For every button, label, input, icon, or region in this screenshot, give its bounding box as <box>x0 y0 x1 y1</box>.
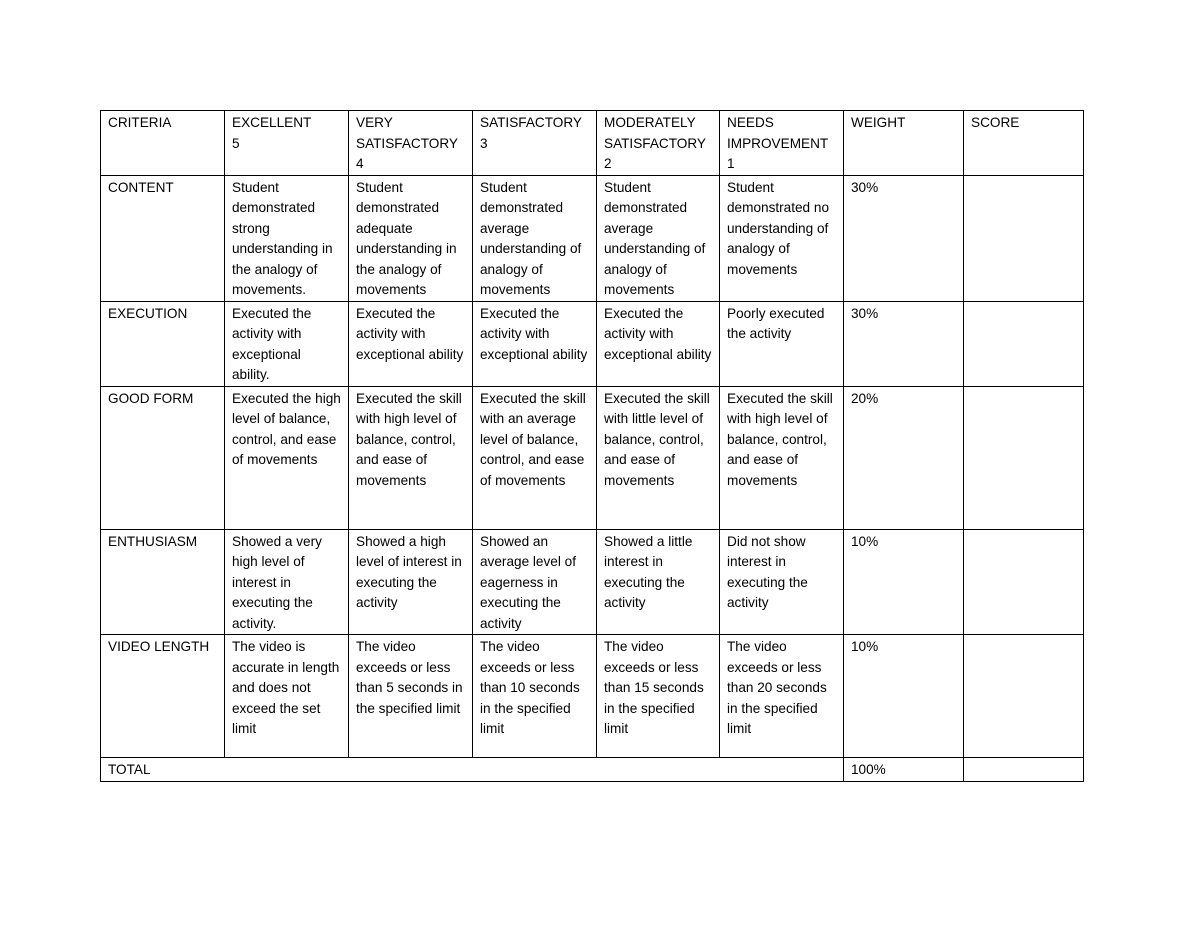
total-score <box>964 758 1084 782</box>
descriptor-cell: Executed the activity with exceptional ability <box>597 301 720 386</box>
header-criteria: CRITERIA <box>101 111 225 176</box>
weight-cell: 10% <box>844 529 964 635</box>
header-level-excellent <box>225 111 349 176</box>
header-level-needs-improvement <box>720 111 844 176</box>
criterion-cell: EXECUTION <box>101 301 225 386</box>
descriptor-cell: Showed a high level of interest in executing the activity <box>349 529 473 635</box>
table-row <box>101 529 1084 635</box>
descriptor-cell: Student demonstrated strong understanding in the analogy of movements. <box>225 175 349 301</box>
descriptor-cell: Student demonstrated average understanding of analogy of movements <box>473 175 597 301</box>
descriptor-cell: Executed the high level of balance, control, and ease of movements <box>225 386 349 529</box>
score-cell <box>964 386 1084 529</box>
descriptor-cell: Student demonstrated average understanding of analogy of movements <box>597 175 720 301</box>
header-weight: WEIGHT <box>844 111 964 176</box>
level-score: 5 <box>232 135 240 151</box>
descriptor-cell: Showed a very high level of interest in executing the activity. <box>225 529 349 635</box>
descriptor-cell: Executed the skill with high level of balance, control, and ease of movements <box>349 386 473 529</box>
header-level-satisfactory <box>473 111 597 176</box>
table-row <box>101 635 1084 758</box>
level-score: 1 <box>727 156 735 171</box>
descriptor-cell: Executed the skill with an average level of balance, control, and ease of movements <box>473 386 597 529</box>
level-score: 3 <box>480 135 488 151</box>
descriptor-cell: Showed an average level of eagerness in executing the activity <box>473 529 597 635</box>
total-weight: 100% <box>844 758 964 782</box>
header-level-moderately-satisfactory <box>597 111 720 176</box>
criterion-cell: CONTENT <box>101 175 225 301</box>
level-label: SATISFACTORY <box>480 115 582 130</box>
criterion-cell: ENTHUSIASM <box>101 529 225 635</box>
level-label: VERY SATISFACTORY <box>356 115 458 151</box>
descriptor-cell: Poorly executed the activity <box>720 301 844 386</box>
header-row <box>101 111 1084 176</box>
level-score: 2 <box>604 156 612 171</box>
descriptor-cell: Did not show interest in executing the activity <box>720 529 844 635</box>
score-cell <box>964 301 1084 386</box>
rubric-table <box>100 110 1084 782</box>
weight-cell: 10% <box>844 635 964 758</box>
score-cell <box>964 635 1084 758</box>
total-label: TOTAL <box>101 758 844 782</box>
descriptor-cell: Executed the skill with high level of balance, control, and ease of movements <box>720 386 844 529</box>
level-label: MODERATELY SATISFACTORY <box>604 115 706 151</box>
criterion-cell: VIDEO LENGTH <box>101 635 225 758</box>
descriptor-cell: Showed a little interest in executing the activity <box>597 529 720 635</box>
score-cell <box>964 529 1084 635</box>
table-row <box>101 301 1084 386</box>
weight-cell: 30% <box>844 301 964 386</box>
descriptor-cell: The video exceeds or less than 15 seconds in the specified limit <box>597 635 720 758</box>
descriptor-cell: Student demonstrated adequate understanding in the analogy of movements <box>349 175 473 301</box>
header-score: SCORE <box>964 111 1084 176</box>
score-cell <box>964 175 1084 301</box>
descriptor-cell: The video exceeds or less than 5 seconds in the specified limit <box>349 635 473 758</box>
level-score: 4 <box>356 156 364 171</box>
criterion-cell: GOOD FORM <box>101 386 225 529</box>
header-level-very-satisfactory <box>349 111 473 176</box>
weight-cell: 30% <box>844 175 964 301</box>
descriptor-cell: The video is accurate in length and does not exceed the set limit <box>225 635 349 758</box>
table-row <box>101 175 1084 301</box>
descriptor-cell: Executed the activity with exceptional ability <box>349 301 473 386</box>
descriptor-cell: The video exceeds or less than 20 seconds in the specified limit <box>720 635 844 758</box>
total-row <box>101 758 1084 782</box>
descriptor-cell: Executed the activity with exceptional ability. <box>225 301 349 386</box>
weight-cell: 20% <box>844 386 964 529</box>
descriptor-cell: The video exceeds or less than 10 seconds in the specified limit <box>473 635 597 758</box>
descriptor-cell: Student demonstrated no understanding of analogy of movements <box>720 175 844 301</box>
descriptor-cell: Executed the activity with exceptional ability <box>473 301 597 386</box>
table-row <box>101 386 1084 529</box>
level-label: EXCELLENT <box>232 115 312 130</box>
level-label: NEEDS IMPROVEMENT <box>727 115 829 151</box>
descriptor-cell: Executed the skill with little level of balance, control, and ease of movements <box>597 386 720 529</box>
